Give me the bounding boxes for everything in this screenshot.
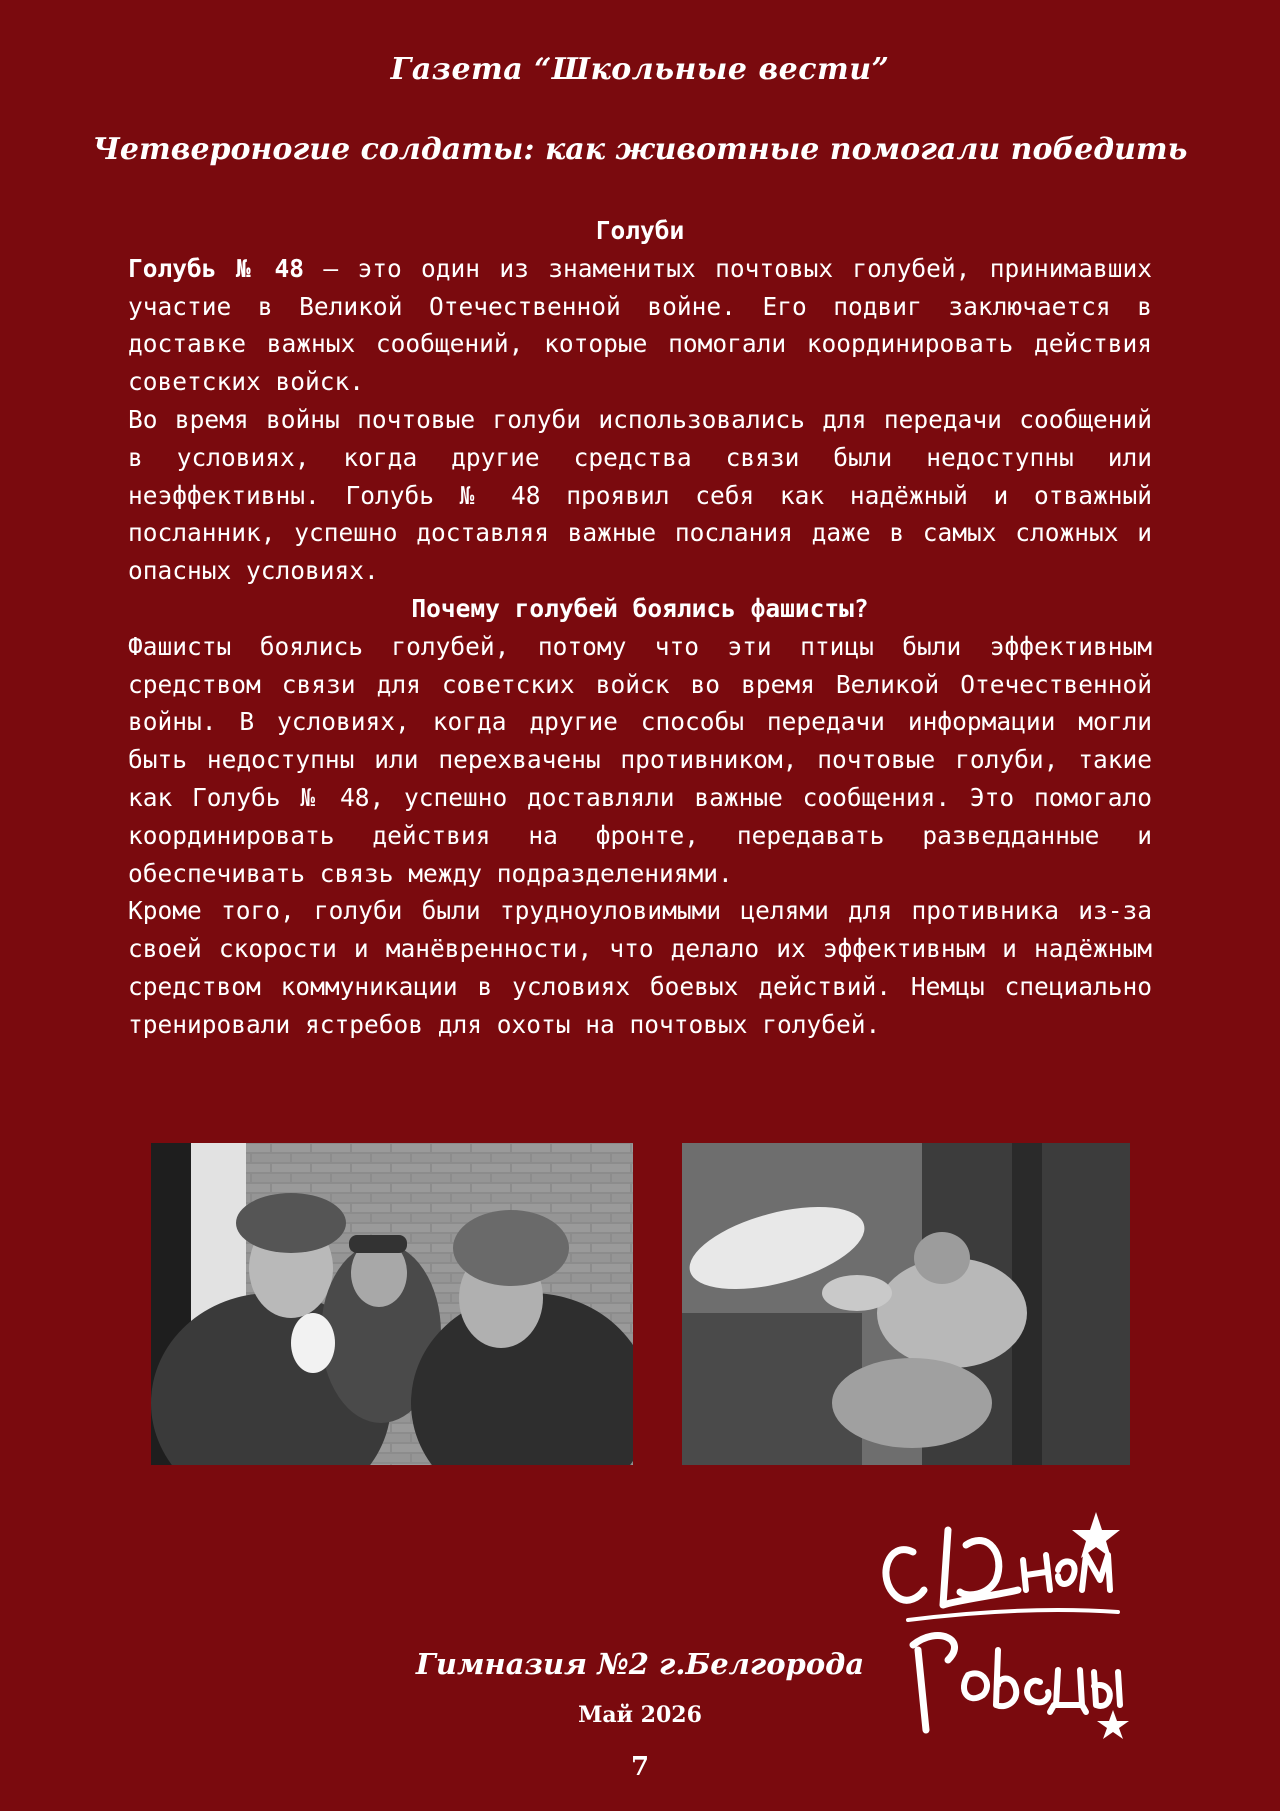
paragraph-4: Кроме того, голуби были трудноуловимыми целями для противника из-за своей скорости и манёвренности, что делало их эффективным и надёжным средством коммуникации в условиях боевых действий. Немцы специально тренировали ястребов для охоты на почтовых голубей.: [128, 896, 1152, 1039]
section-heading-pigeons: Голуби: [595, 216, 685, 245]
newspaper-title: Газета “Школьные вести”: [390, 52, 890, 87]
paragraph-2: Во время войны почтовые голуби использовались для передачи сообщений в условиях, когда другие средства связи были недоступны или неэффективны. Голубь № 48 проявил себя как надёжный и отважный посланник, успешно доставляя важные послания даже в самых сложных и опасных условиях.: [128, 404, 1152, 586]
page-number: 7: [630, 1752, 650, 1782]
article-title: Четвероногие солдаты: как животные помогали победить: [92, 132, 1188, 167]
paragraph-1: [128, 250, 1152, 401]
photo-hands-holding-pigeon: [682, 1143, 1130, 1465]
photo-soldiers-with-pigeon: [151, 1143, 633, 1465]
victory-day-logo: [868, 1500, 1138, 1740]
paragraph-3: Фашисты боялись голубей, потому что эти птицы были эффективным средством связи для советских войск во время Великой Отечественной войны. В условиях, когда другие способы передачи информации могли быть недоступны или перехвачены противником, почтовые голуби, такие как Голубь № 48, успешно доставляли важные сообщения. Это помогало координировать действия на фронте, передавать разведданные и обеспечивать связь между подразделениями.: [128, 631, 1152, 888]
school-name: Гимназия №2 г.Белгорода: [415, 1647, 865, 1681]
article-body: [128, 212, 1152, 1044]
issue-date: Май 2026: [578, 1702, 702, 1728]
pigeon-name-term: Голубь № 48: [128, 253, 305, 283]
paragraph-1-text: – это один из знаменитых почтовых голубей, принимавших участие в Великой Отечественной войне. Его подвиг заключается в доставке важных сообщений, которые помогали координировать действия советских войск.: [128, 253, 1152, 397]
section-heading-why-feared: Почему голубей боялись фашисты?: [411, 593, 869, 623]
